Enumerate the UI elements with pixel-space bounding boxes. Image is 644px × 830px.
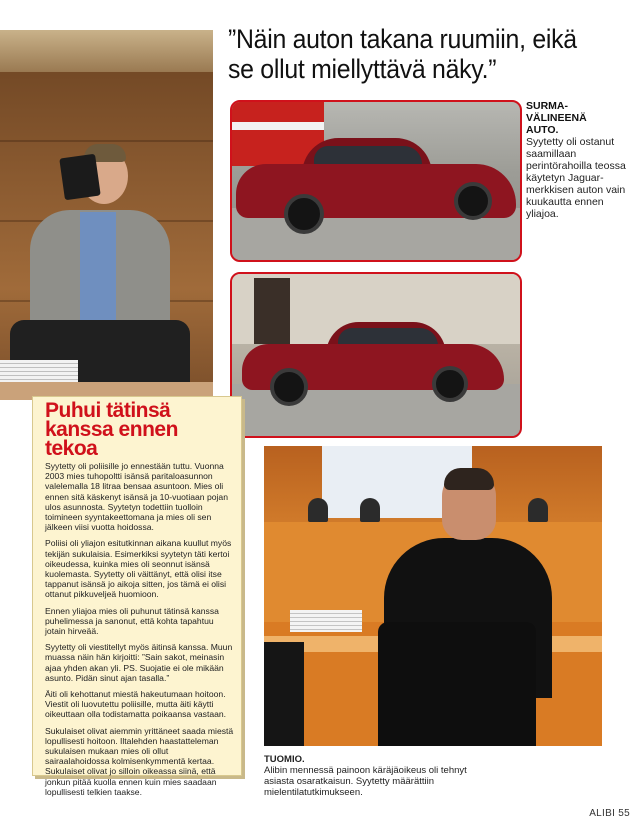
infobox-title-line-1: Puhui tätinsä: [45, 399, 171, 422]
car-caption: [526, 100, 636, 220]
chair: [264, 642, 304, 746]
headline-quote: [228, 24, 596, 84]
page-footer: [589, 808, 630, 819]
sidebar-infobox: [32, 396, 242, 797]
court-caption-title: TUOMIO.: [264, 754, 305, 765]
photo-courtroom: [264, 446, 602, 746]
judge-figure: [360, 498, 380, 522]
chair: [378, 622, 536, 746]
wood-line: [0, 140, 213, 142]
car-wheel: [284, 194, 324, 234]
magazine-name: ALIBI: [589, 808, 616, 819]
car-caption-text: Syytetty oli ostanut saamillaan perintörahoilla teossa käytetyn Jaguar-merkkisen auton vain kuukautta ennen yliajoa.: [526, 136, 626, 220]
page-number: 55: [618, 808, 630, 819]
car-photo-parked: [230, 272, 522, 438]
infobox-title-line-2: kanssa ennen: [45, 418, 178, 441]
infobox-body: [45, 461, 235, 803]
infobox-paragraph: Poliisi oli yliajon esitutkinnan aikana kuullut myös tekijän sukulaisia. Esimerkiksi syytetyn täti kertoi oikeudessa, kuinka mies oli seonnut isänsä kuolemasta. Syytetty oli väittänyt, että olisi itse tappanut isänsä jo aikoja sitten, jos tämä ei olisi ottanut pikkuveljеä huomioon.: [45, 538, 232, 600]
photo-ceiling: [0, 30, 213, 72]
court-caption-text: Alibin mennessä painoon käräjäoikeus oli tehnyt asiasta osaratkaisun. Syytetty määrättiin mielentilatutkimukseen.: [264, 765, 467, 798]
car-caption-title-line-1: SURMA-: [526, 100, 568, 112]
car-wheel: [454, 182, 492, 220]
infobox-paragraph: Sukulaiset olivat aiemmin yrittäneet saada miestä lopullisesti hoitoon. Iltalehden haastatteleman sukulaisen mukaan mies oli ollut sairaalahoidossa kolmisenkymmentä kertaa. Sukulaiset olivat jo silloin oikeassa siinä, että jonkun pitää kuolla ennen kuin mies saadaan lopullisesti telkien taakse.: [45, 725, 234, 797]
infobox-title-line-3: tekoa: [45, 437, 98, 460]
infobox-paragraph: Äiti oli kehottanut miestä hakeutumaan hoitoon. Viestit oli luovutettu poliisille, mutta äiti käytti oikeuttaan olla todistamatta poikaansa vastaan.: [45, 689, 227, 720]
car-caption-title-line-2: VÄLINEENÄ: [526, 112, 587, 124]
car-caption-title: [526, 100, 636, 136]
phone-icon: [59, 154, 100, 201]
infobox-paragraph: Syytetty oli poliisille jo ennestään tuttu. Vuonna 2003 mies tuhopoltti isänsä paritaloasunnon valelemalla 18 litraa bensaa asuntoon. Mies oli ennen sitä käskenyt isänsä ja 10-vuotiaan pojan ulos asunnosta. Syytetyn todettiin tuolloin toimineen syyntakeettomana ja mies oli sen jälkeen viisi vuotta hoidossa.: [45, 461, 228, 533]
car-wheel: [432, 366, 468, 402]
car-caption-title-line-3: AUTO.: [526, 124, 559, 136]
court-caption: [264, 754, 494, 798]
headline-line-1: ”Näin auton takana ruumiin, eikä: [228, 24, 577, 54]
infobox-title: [45, 401, 240, 458]
paper-stack: [290, 610, 362, 632]
defendant-hair: [444, 468, 494, 490]
car-photo-street: [230, 100, 522, 262]
infobox-paragraph: Ennen yliajoa mies oli puhunut tätinsä kanssa puhelimessa ja sanonut, että kohta tapahtuu jotain hirveää.: [45, 605, 219, 637]
headline-line-2: se ollut miellyttävä näky.”: [228, 54, 497, 84]
judge-figure: [308, 498, 328, 522]
judge-figure: [528, 498, 548, 522]
infobox-paragraph: Syytetty oli viestitellyt myös äitinsä kanssa. Muun muassa näin hän kirjoitti: ”Sain sakot, meinasin ajaa yhden akan yli. PS. Suojatie ei ole mikään asunto. Pidän sinut ajan tasalla.”: [45, 642, 233, 683]
car-wheel: [270, 368, 308, 406]
building-door: [254, 278, 290, 344]
photo-man-filming: [0, 30, 213, 400]
